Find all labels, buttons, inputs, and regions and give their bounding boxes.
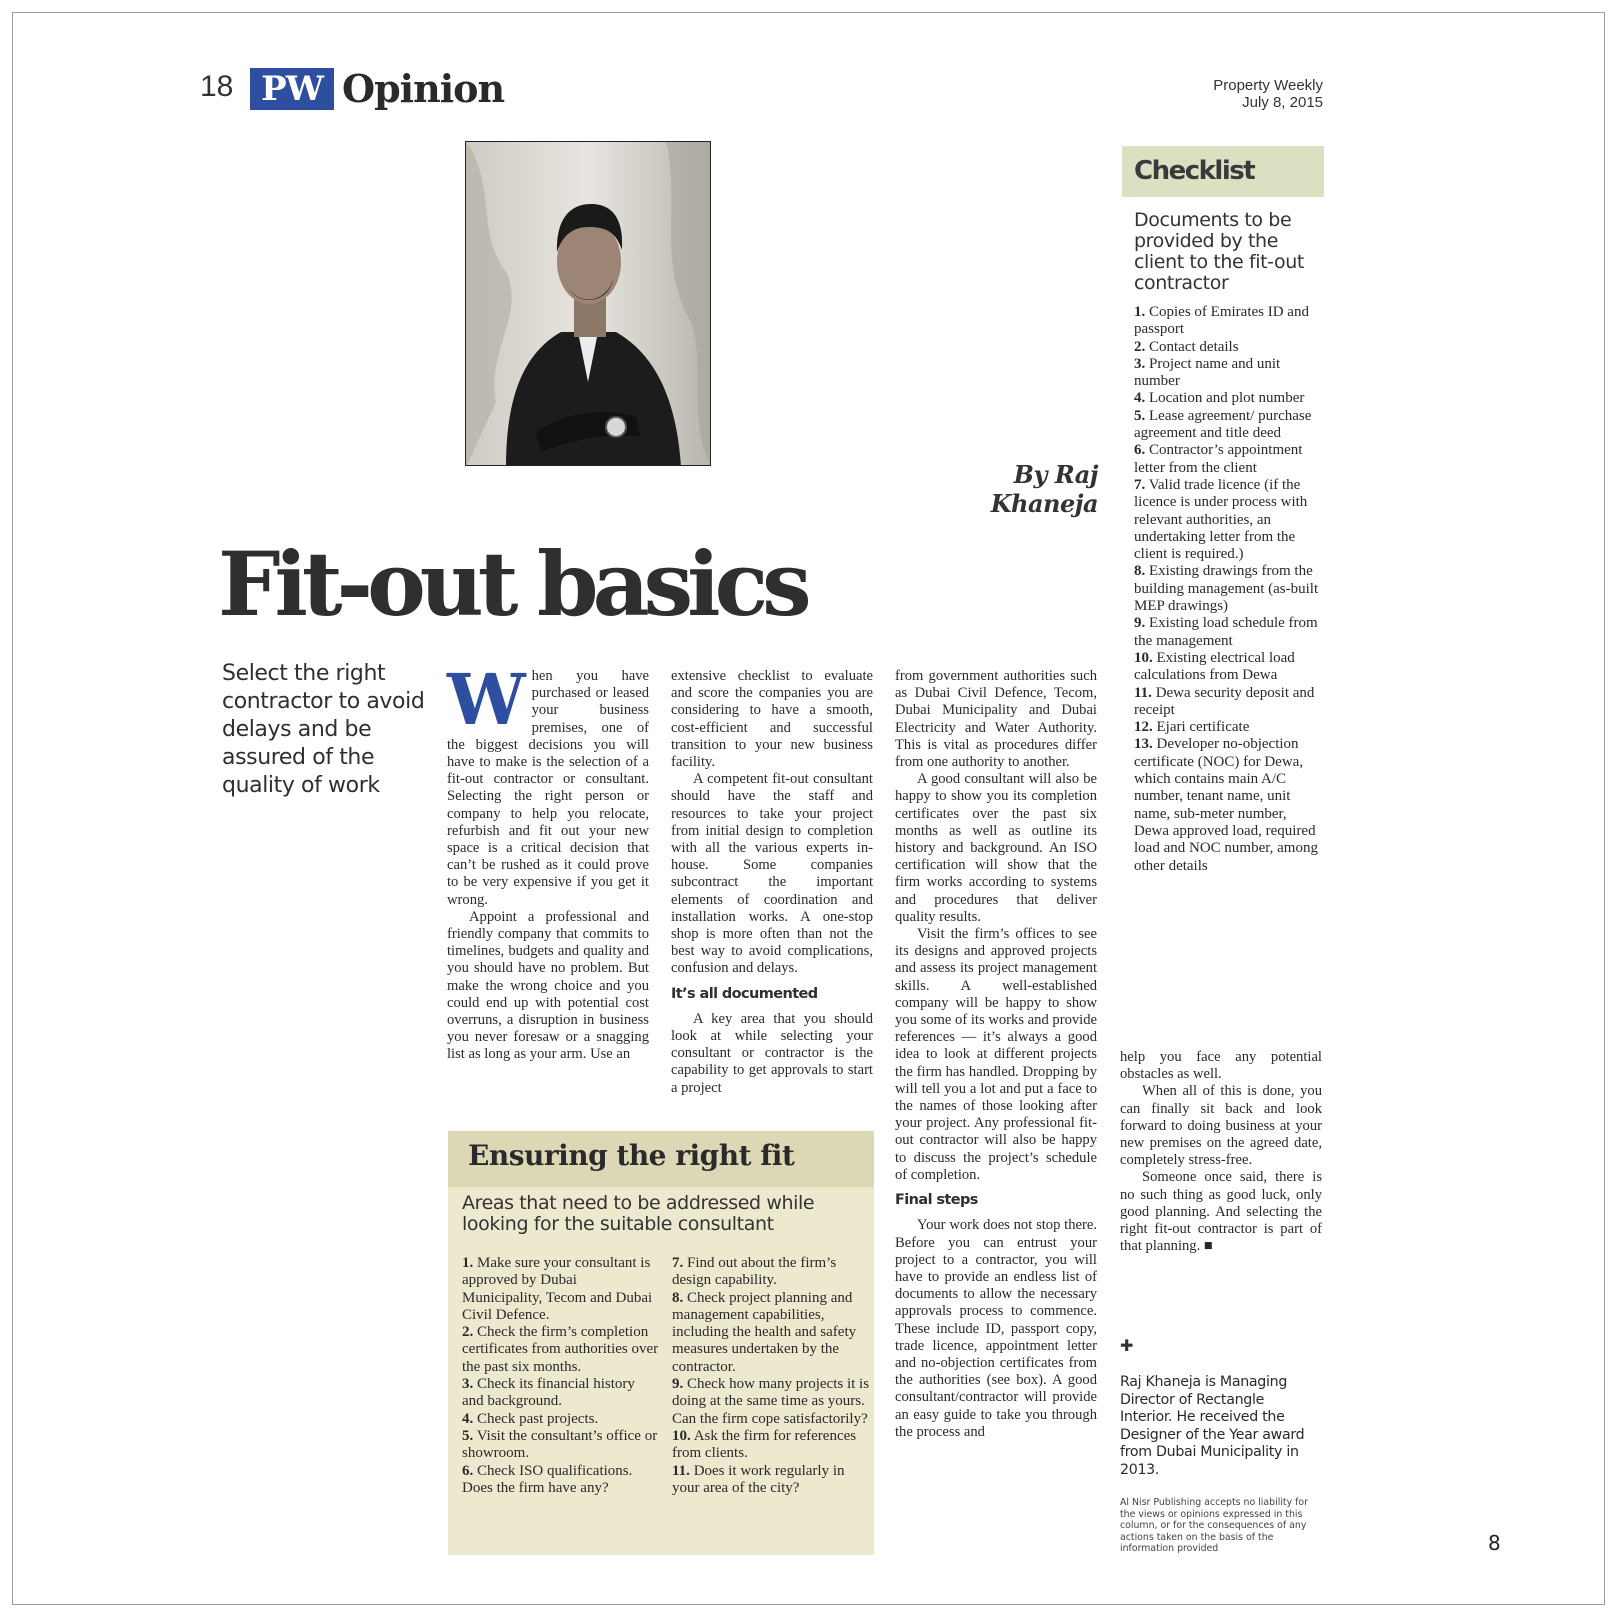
list-item: 3. Project name and unit number: [1134, 355, 1281, 390]
article-paragraph: help you face any potential obstacles as well.: [1120, 1049, 1322, 1083]
list-item: 4. Location and plot number: [1134, 390, 1305, 407]
list-item: 5. Visit the consultant’s office or showroom.: [462, 1427, 658, 1462]
article-column-4: [1120, 1049, 1322, 1255]
subheading: It’s all documented: [671, 985, 818, 1002]
article-paragraph: Someone once said, there is no such thing as good luck, only good planning. And selecting the right fit-out contractor is part of that planning. ■: [1120, 1169, 1322, 1255]
list-item: 8. Existing drawings from the building management (as-built MEP drawings): [1134, 563, 1319, 615]
list-item: 9. Check how many projects it is doing at the same time as yours. Can the firm cope satisfactorily?: [672, 1376, 870, 1427]
list-item: 8. Check project planning and management capabilities, including the health and safety measures undertaken by the contractor.: [672, 1289, 857, 1375]
plus-icon: ✚: [1120, 1336, 1134, 1355]
list-item: 6. Contractor’s appointment letter from the client: [1134, 442, 1303, 476]
article-paragraph: When all of this is done, you can finally sit back and look forward to doing business at your new premises on the agreed date, completely stress-free.: [1120, 1083, 1322, 1169]
section-title: Opinion: [342, 66, 505, 111]
page-number: 18: [200, 70, 234, 103]
list-item: 7. Find out about the firm’s design capability.: [672, 1255, 837, 1289]
publication-name: Property Weekly: [1213, 77, 1323, 94]
article-paragraph: A competent fit-out consultant should have the staff and resources to take your project from initial design to completion with all the various experts in-house. Some companies subcontract the important elements of coordination and installation works. A one-stop shop is more often than not the best way to avoid complications, confusion and delays.: [671, 771, 873, 977]
checklist-header: [1122, 146, 1324, 197]
publication-date: July 8, 2015: [1242, 94, 1323, 111]
folio-number: 8: [1488, 1531, 1501, 1555]
byline: By Raj Khaneja: [990, 460, 1098, 518]
article-paragraph: A key area that you should look at while selecting your consultant or contractor is the capability to get approvals to start a project: [671, 1010, 873, 1096]
headline: Fit-out basics: [218, 532, 806, 636]
subheading: Final steps: [895, 1192, 978, 1209]
disclaimer: Al Nisr Publishing accepts no liability for the views or opinions expressed in this column, or for the consequences of any actions taken on the basis of the information provided: [1120, 1497, 1309, 1554]
checklist-subtitle: Documents to be provided by the client to the fit-out contractor: [1134, 209, 1304, 294]
standfirst: Select the right contractor to avoid delays and be assured of the quality of work: [222, 661, 425, 798]
pw-logo: PW: [250, 68, 334, 110]
publication-info: [1213, 77, 1323, 111]
list-item: 11. Dewa security deposit and receipt: [1134, 684, 1315, 718]
fit-box-subtitle: Areas that need to be addressed while looking for the suitable consultant: [462, 1192, 815, 1235]
list-item: 1. Make sure your consultant is approved by Dubai Municipality, Tecom and Dubai Civil Defence.: [462, 1255, 653, 1323]
author-bio: Raj Khaneja is Managing Director of Rectangle Interior. He received the Designer of the Year award from Dubai Municipality in 2013.: [1120, 1374, 1305, 1478]
fit-box-list-left: [462, 1255, 660, 1497]
list-item: 7. Valid trade licence (if the licence is under process with relevant authorities, an undertaking letter from the client is required.): [1134, 476, 1308, 563]
list-item: 9. Existing load schedule from the management: [1134, 615, 1318, 649]
article-paragraph: Your work does not stop there. Before you can entrust your project to a contractor, you will have to provide an endless list of documents to allow the necessary approvals process to commence. These include ID, passport copy, trade licence, appointment letter and no-objection certificates from the authorities (see box). A good consultant/contractor will provide an easy guide to take you through the process and: [895, 1217, 1097, 1440]
article-paragraph: Appoint a professional and friendly company that commits to timelines, budgets and quality and you should have no problem. But make the wrong choice and you could end up with potential cost overruns, a disruption in business you never foresaw or a snagging list as long as your arm. Use an: [447, 908, 649, 1063]
list-item: 4. Check past projects.: [462, 1410, 599, 1427]
article-paragraph: A good consultant will also be happy to show you its completion certificates over the past six months as well as outline its history and background. An ISO certification will show that the firm works according to systems and procedures that deliver quality results.: [895, 771, 1097, 925]
checklist-list: [1134, 304, 1324, 875]
checklist-title: Checklist: [1134, 156, 1255, 186]
dropcap: W: [447, 658, 526, 741]
article-column-3: [895, 668, 1097, 1441]
list-item: 11. Does it work regularly in your area of the city?: [672, 1462, 845, 1496]
article-paragraph: from government authorities such as Dubai Civil Defence, Tecom, Dubai Municipality and Dubai Electricity and Water Authority. This is vital as procedures differ from one authority to another.: [895, 668, 1097, 771]
author-photo: [465, 141, 711, 466]
author-portrait-image: [466, 142, 711, 466]
list-item: 12. Ejari certificate: [1134, 719, 1250, 736]
list-item: 6. Check ISO qualifications. Does the firm have any?: [462, 1462, 633, 1496]
article-column-1: [447, 658, 649, 1064]
article-paragraph: When you have purchased or leased your business premises, one of the biggest decisions you will have to make is the selection of a fit-out contractor or consultant. Selecting the right person or company to help you relocate, refurbish and fit out your new space is a critical decision that can’t be rushed as it could prove to be very expensive if you get it wrong.: [447, 658, 649, 908]
fit-box-title: Ensuring the right fit: [468, 1139, 795, 1172]
fit-box-list-right: [672, 1255, 870, 1497]
article-paragraph: Visit the firm’s offices to see its designs and approved projects and assess its project management skills. A well-established company will be happy to show you some of its works and provide references — it’s always a good idea to look at different projects the firm has handled. Dropping by will tell you a lot and put a face to the names of those looking after your project. Any professional fit-out contractor will also be happy to discuss the project’s schedule of completion.: [895, 926, 1097, 1183]
list-item: 2. Contact details: [1134, 338, 1239, 355]
fit-box: [448, 1131, 874, 1555]
list-item: 13. Developer no-objection certificate (NOC) for Dewa, which contains main A/C number, tenant name, unit name, sub-meter number, Dewa approved load, required load and NOC number, among other details: [1134, 736, 1318, 874]
article-column-2: [671, 668, 873, 1097]
fit-box-header: [448, 1131, 874, 1187]
list-item: 5. Lease agreement/ purchase agreement and title deed: [1134, 407, 1312, 442]
list-item: 10. Existing electrical load calculations from Dewa: [1134, 649, 1295, 684]
list-item: 3. Check its financial history and background.: [462, 1376, 635, 1410]
list-item: 1. Copies of Emirates ID and passport: [1134, 304, 1309, 338]
article-paragraph: extensive checklist to evaluate and score the companies you are considering to have a smooth, cost-efficient and successful transition to your new business facility.: [671, 668, 873, 771]
list-item: 2. Check the firm’s completion certificates from authorities over the past six months.: [462, 1324, 659, 1375]
list-item: 10. Ask the firm for references from clients.: [672, 1427, 857, 1462]
